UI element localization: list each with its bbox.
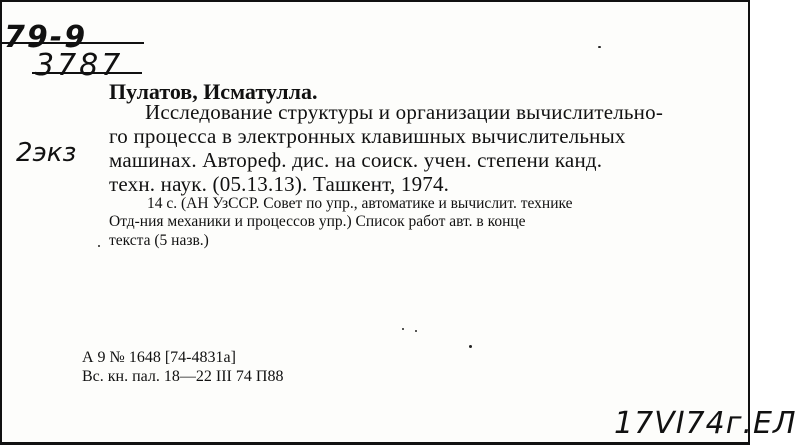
author-name: Пулатов, Исматулла. bbox=[109, 79, 318, 104]
ink-speck bbox=[402, 328, 404, 330]
title-line: техн. наук. (05.13.13). Ташкент, 1974. bbox=[109, 172, 450, 196]
handwritten-margin-note: 2экз bbox=[16, 138, 77, 168]
library-code: А 9 № 1648 [74-4831а] bbox=[82, 349, 236, 366]
publisher-line: Отд-ния механики и процессов упр.) Список работ авт. в конце bbox=[109, 213, 526, 230]
ink-speck bbox=[469, 345, 472, 348]
publisher-line: 14 с. (АН УзССР. Совет по упр., автоматике и вычислит. технике bbox=[147, 195, 573, 212]
ink-speck bbox=[598, 46, 601, 48]
handwritten-number-bottom: 3787 bbox=[35, 48, 124, 83]
ink-speck bbox=[415, 330, 417, 332]
publisher-line: текста (5 назв.) bbox=[109, 232, 209, 249]
ink-speck bbox=[98, 245, 100, 247]
title-line: го процесса в электронных клавишных вычислительных bbox=[109, 124, 626, 148]
handwritten-number-top: 79-9 bbox=[4, 20, 88, 55]
title-line: Исследование структуры и организации вычислительно- bbox=[145, 100, 664, 124]
handwritten-date: 17VI74г.ЕЛ bbox=[614, 406, 797, 441]
title-line: машинах. Автореф. дис. на соиск. учен. степени канд. bbox=[109, 148, 603, 172]
library-code: Вс. кн. пал. 18—22 III 74 П88 bbox=[82, 368, 284, 385]
